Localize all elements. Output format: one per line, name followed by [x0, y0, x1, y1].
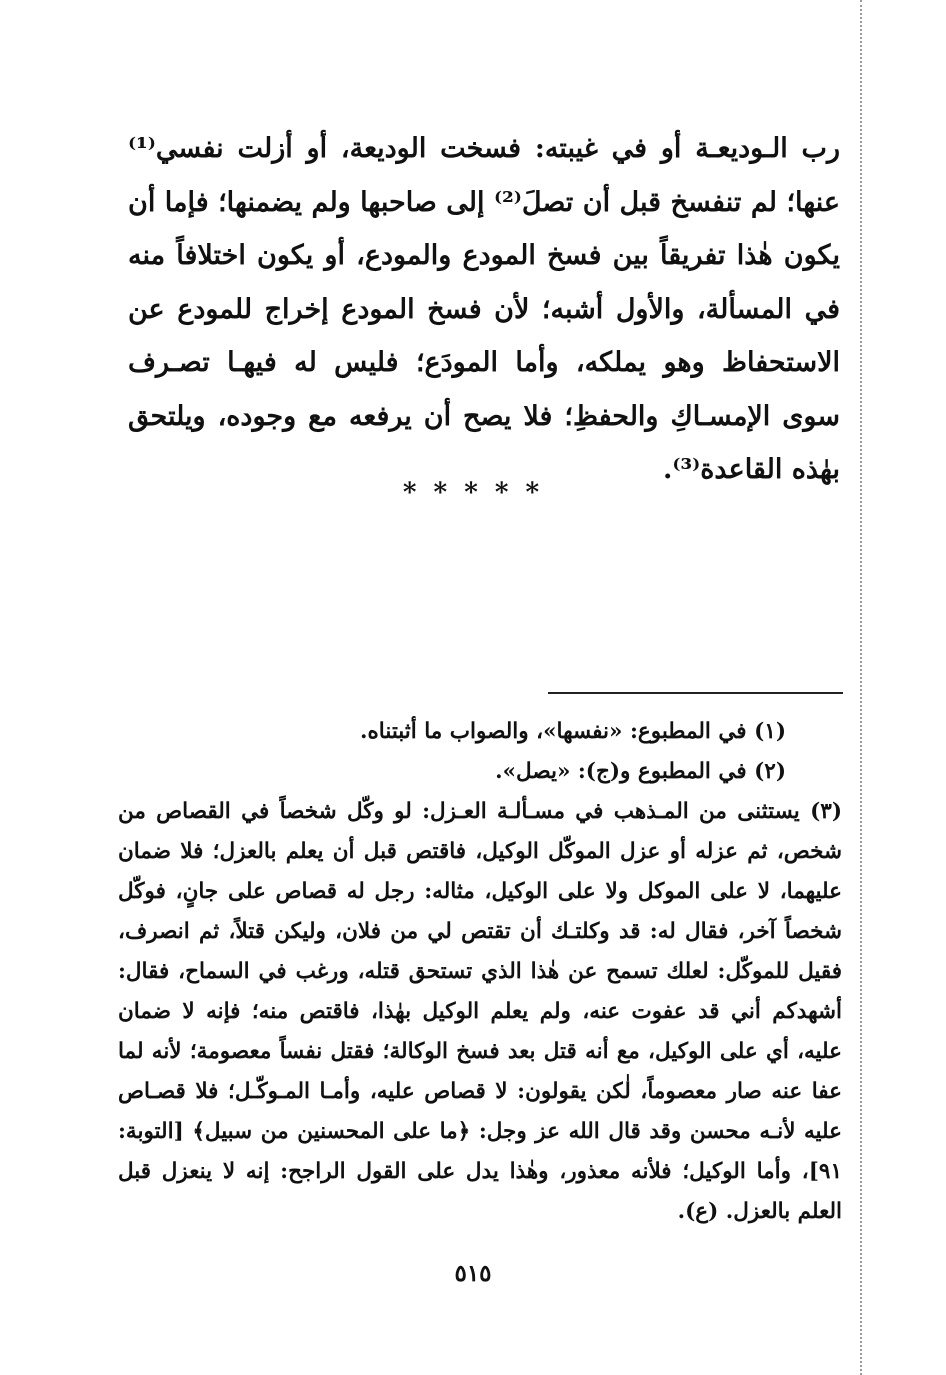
main-paragraph: رب الـوديعـة أو في غيبته: فسخت الوديعة، أو أزلت نفسي⁽¹⁾ عنها؛ لم تنفسخ قبل أن تصلَ⁽²⁾ إلى صاحبها ولم يضمنها؛ فإما أن يكون هٰذا تفريقاً بين فسخ المودع والمودع، أو يكون اختلافاً منه في المسألة، والأول أشبه؛ لأن فسخ المودع إخراج للمودع عن الاستحفاظ وهو يملكه، وأما المودَع؛ فليس له فيهـا تصـرف سوى الإمسـاكِ والحفظِ؛ فلا يصح أن يرفعه مع وجوده، ويلتحق بهٰذه القاعدة⁽³⁾. [128, 133, 840, 485]
footnotes-block [118, 712, 842, 1232]
footnote-divider [548, 692, 843, 694]
main-text-block [128, 122, 840, 497]
page-number: ٥١٥ [454, 1260, 492, 1287]
footnote-3: (٣) يستثنى من المـذهب في مسـألـة العـزل: لو وكّل شخصاً في القصاص من شخص، ثم عزله أو عزل الموكّل الوكيل، فاقتص قبل أن يعلم بالعزل؛ فلا ضمان عليهما، لا على الموكل ولا على الوكيل، مثاله: رجل له قصاص على جانٍ، فوكّل شخصاً آخر، فقال له: قد وكلتـك أن تقتص لي من فلان، وليكن قتلاً، ثم انصرف، فقيل للموكّل: لعلك تسمح عن هٰذا الذي تستحق قتله، ورغب في السماح، فقال: أشهدكم أني قد عفوت عنه، ولم يعلم الوكيل بهٰذا، فاقتص منه؛ فإنه لا ضمان عليه، أي على الوكيل، مع أنه قتل بعد فسخ الوكالة؛ فقتل نفساً معصومة؛ لأنه لما عفا عنه صار معصوماً، لٰكن يقولون: لا قصاص عليه، وأمـا المـوكّـل؛ فلا قصـاص عليه لأنـه محسن وقد قال الله عز وجل: ﴿ما على المحسنين من سبيل﴾ [التوبة: ٩١]، وأما الوكيل؛ فلأنه معذور، وهٰذا يدل على القول الراجح: إنه لا ينعزل قبل العلم بالعزل. (ع). [118, 799, 842, 1224]
section-separator-stars: * * * * * [402, 478, 544, 508]
scan-edge-dotted-line [860, 0, 862, 1375]
footnote-1: (١) في المطبوع: «نفسها»، والصواب ما أثبتناه. [360, 719, 786, 744]
footnote-2: (٢) في المطبوع و(ج): «يصل». [495, 759, 786, 784]
